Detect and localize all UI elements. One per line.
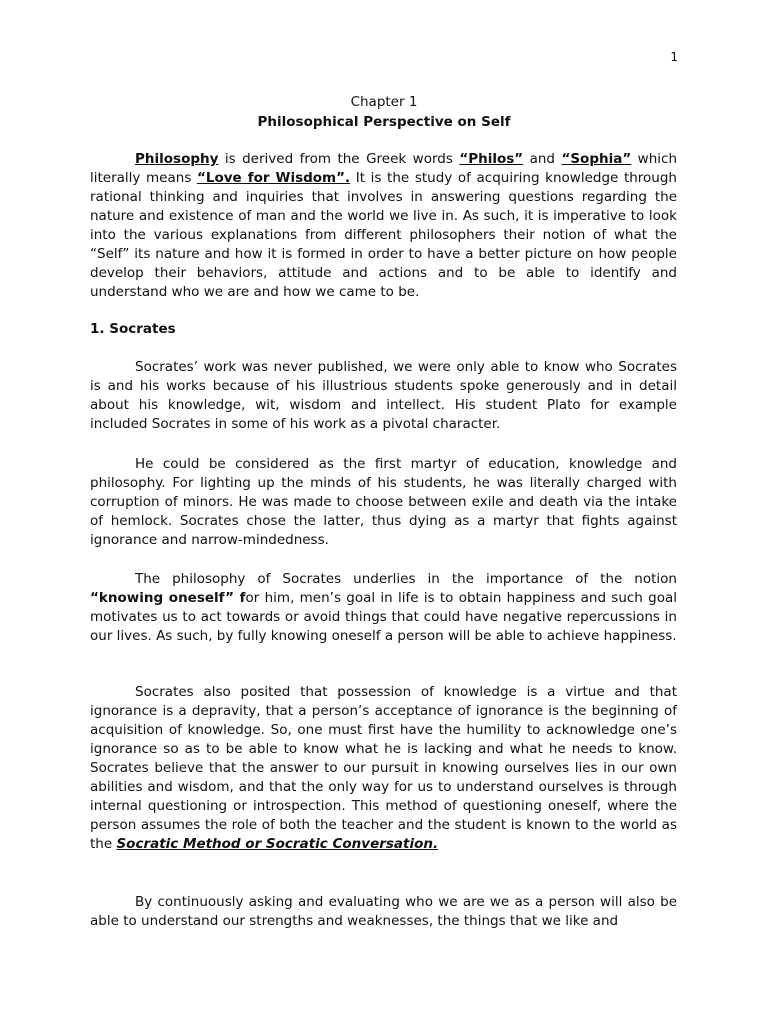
term-philosophy: Philosophy xyxy=(135,151,219,167)
term-philos: “Philos” xyxy=(459,151,524,167)
intro-paragraph xyxy=(90,150,677,302)
para3-text-2: or him, men’s goal in life is to obtain happiness and such goal motivates us to act towards or avoid things that could have negative repercussions in our lives. As such, by fully knowing oneself a person will be able to achieve happiness. xyxy=(90,590,677,644)
chapter-title: Philosophical Perspective on Self xyxy=(257,114,511,130)
intro-text-1: is derived from the Greek words xyxy=(218,151,460,167)
paragraph-3 xyxy=(90,570,677,646)
intro-text-4: It is the study of acquiring knowledge through rational thinking and inquiries that involves in answering questions regarding the nature and existence of man and the world we live in. As such, it is imperative to look into the various explanations from different philosophers their notion of what the “Self” its nature and how it is formed in order to have a better picture on how people develop their behaviors, attitude and actions and to be able to identify and understand who we are and how we came to be. xyxy=(90,170,677,300)
para3-text-1: The philosophy of Socrates underlies in the importance of the notion xyxy=(135,571,677,587)
paragraph-5: By continuously asking and evaluating who we are we as a person will also be able to understand our strengths and weaknesses, the things that we like and xyxy=(90,894,677,929)
term-socratic-method: Socratic Method or Socratic Conversation. xyxy=(116,836,439,852)
paragraph-4 xyxy=(90,683,677,854)
chapter-label: Chapter 1 xyxy=(350,94,418,110)
section-heading-socrates: 1. Socrates xyxy=(90,321,176,337)
paragraph-1: Socrates’ work was never published, we were only able to know who Socrates is and his works because of his illustrious students spoke generously and in detail about his knowledge, wit, wisdom and intellect. His student Plato for example included Socrates in some of his work as a pivotal character. xyxy=(90,359,677,432)
paragraph-2: He could be considered as the first martyr of education, knowledge and philosophy. For lighting up the minds of his students, he was literally charged with corruption of minors. He was made to choose between exile and death via the intake of hemlock. Socrates chose the latter, thus dying as a martyr that fights against ignorance and narrow-mindedness. xyxy=(90,456,677,548)
term-sophia: “Sophia” xyxy=(561,151,632,167)
page-number: 1 xyxy=(670,50,678,64)
term-knowing-oneself: “knowing oneself” f xyxy=(90,590,246,606)
term-love-for-wisdom: “Love for Wisdom”. xyxy=(196,170,351,186)
intro-text-3: which literally means xyxy=(90,151,677,186)
intro-text-2: and xyxy=(523,151,562,167)
para4-text-1: Socrates also posited that possession of knowledge is a virtue and that ignorance is a depravity, that a person’s acceptance of ignorance is the beginning of acquisition of knowledge. So, one must first have the humility to acknowledge one’s ignorance so as to be able to know what he is lacking and what he needs to know. Socrates believe that the answer to our pursuit in knowing ourselves lies in our own abilities and wisdom, and that the only way for us to understand ourselves is through internal questioning or introspection. This method of questioning oneself, where the person assumes the role of both the teacher and the student is known to the world as the xyxy=(90,684,677,852)
